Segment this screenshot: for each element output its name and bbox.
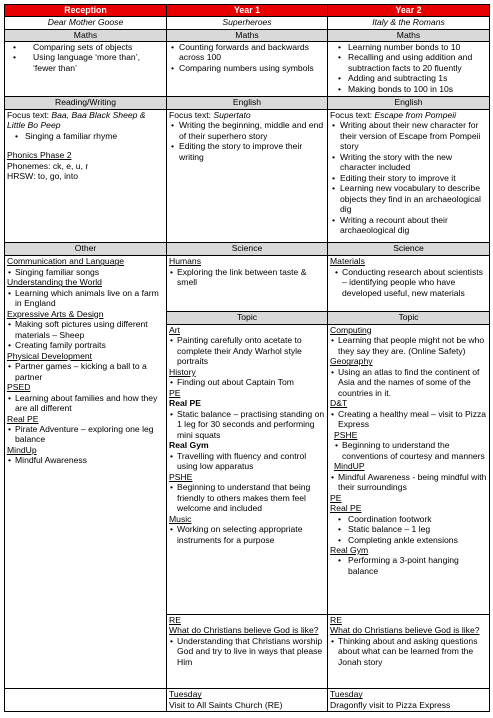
re-title-year2: RE (330, 614, 342, 625)
topic-realpe: Real PE • Static balance – practising standing on 1 leg for 30 seconds and performing mini squats (169, 398, 325, 440)
header-year2: Year 2 (328, 5, 490, 17)
topic-realgym: Real Gym • Travelling with fluency and control using low apparatus (169, 440, 325, 471)
visit-year1 (167, 689, 328, 712)
maths-reception (5, 41, 167, 96)
english-year1-list (169, 120, 325, 162)
list-item: • Partner games – kicking a ball to a partner (7, 361, 164, 382)
header-year1: Year 1 (167, 5, 328, 17)
list-item: • Beginning to understand the conventions of courtesy and manners (330, 440, 487, 461)
list-item: • Comparing sets of objects (7, 42, 164, 52)
visit-day-year1: Tuesday (169, 689, 202, 700)
hrsw: HRSW: to, go, into (7, 171, 79, 182)
phonics-title: Phonics Phase 2 (7, 150, 72, 161)
topic-geography: Geography • Using an atlas to find the continent of Asia and the names of some of the countries in it. (330, 356, 487, 398)
phonemes: Phonemes: ck, e, u, r (7, 160, 89, 171)
list-item: • Learning new vocabulary to describe objects they find in an archaeological dig (330, 183, 487, 214)
list-item: • Making bonds to 100 in 10s (330, 84, 487, 94)
list-item: • Static balance – practising standing on 1 leg for 30 seconds and performing mini squats (169, 409, 325, 440)
list-item: • Completing ankle extensions (330, 535, 487, 545)
list-item: • Learning about families and how they are all different (7, 393, 164, 414)
visit-year2 (328, 689, 490, 712)
list-item: • Editing their story to improve it (330, 173, 487, 183)
focus-text-year2: Focus text: Escape from Pompeii (330, 109, 457, 120)
topic-realgym-y2: Real Gym • Performing a 3-point hanging balance (330, 545, 487, 576)
topic-year1 (167, 324, 328, 614)
list-item: • Creating a healthy meal – visit to Pizza Express (330, 409, 487, 430)
visit-text-year2: Dragonfly visit to Pizza Express (330, 699, 451, 710)
topic-realpe-y2: Real PE • Coordination footwork • Static balance – 1 leg • Completing ankle extensions (330, 503, 487, 545)
english-year1 (167, 109, 328, 242)
english-year2 (328, 109, 490, 242)
topic-art: Art • Painting carefully onto acetate to complete their Andy Warhol style portraits (169, 325, 325, 367)
list-item: • Understanding that Christians worship God and try to live in ways that please Him (169, 636, 325, 667)
list-item: • Coordination footwork (330, 514, 487, 524)
english-reception-list (7, 131, 164, 141)
list-item: • Thinking about and asking questions about what can be learned from the Jonah story (330, 636, 487, 667)
curriculum-table (4, 4, 490, 712)
maths-label-year2: Maths (328, 29, 490, 41)
maths-year1-list (169, 42, 325, 73)
maths-year2-list (330, 42, 487, 94)
list-item: • Adding and subtracting 1s (330, 73, 487, 83)
other-section-arts: Expressive Arts & Design • Making soft pictures using different materials – Sheep • Creating family portraits (7, 309, 164, 351)
curriculum-plan (4, 4, 489, 712)
list-item: • Editing the story to improve their writing (169, 141, 325, 162)
other-section-psed: PSED • Learning about families and how they are all different (7, 382, 164, 413)
list-item: • Static balance – 1 leg (330, 524, 487, 534)
topic-pshe-y2: PSHE • Beginning to understand the conventions of courtesy and manners (330, 430, 487, 461)
science-year2 (328, 256, 490, 311)
other-section-understanding: Understanding the World • Learning which animals live on a farm in England (7, 277, 164, 308)
science-label-year2: Science (328, 242, 490, 255)
list-item: • Counting forwards and backwards across 100 (169, 42, 325, 63)
list-item: • Using an atlas to find the continent of Asia and the names of some of the countries in it. (330, 367, 487, 398)
list-item: • Beginning to understand that being friendly to others makes them feel welcome and included (169, 482, 325, 513)
list-item: • Using language ‘more than’, ‘fewer than’ (7, 52, 164, 73)
list-item: • Making soft pictures using different materials – Sheep (7, 319, 164, 340)
science-year1-title: Humans (169, 256, 201, 267)
topic-computing: Computing • Learning that people might not be who they say they are. (Online Safety) (330, 325, 487, 356)
science-label-year1: Science (167, 242, 328, 255)
list-item: • Mindful Awareness (7, 455, 164, 465)
visit-reception (5, 689, 167, 712)
focus-text-year1: Focus text: Supertato (169, 109, 251, 120)
english-year2-list (330, 120, 487, 235)
header-reception: Reception (5, 5, 167, 17)
list-item: • Painting carefully onto acetate to complete their Andy Warhol style portraits (169, 335, 325, 366)
topic-mindup-y2: MindUP • Mindful Awareness - being mindful with their surroundings (330, 461, 487, 492)
maths-label-reception: Maths (5, 29, 167, 41)
focus-text-reception: Focus text: Baa, Baa Black Sheep & Little Bo Peep (7, 109, 146, 131)
list-item: • Learning number bonds to 10 (330, 42, 487, 52)
visit-text-year1: Visit to All Saints Church (RE) (169, 699, 283, 710)
maths-year2 (328, 41, 490, 96)
maths-year1 (167, 41, 328, 96)
list-item: • Learning that people might not be who they say they are. (Online Safety) (330, 335, 487, 356)
theme-year2: Italy & the Romans (328, 17, 490, 29)
topic-label-year2: Topic (328, 311, 490, 324)
other-reception (5, 256, 167, 689)
list-item: • Writing a recount about their archaeological dig (330, 215, 487, 236)
re-question-year1: What do Christians believe God is like? (169, 625, 319, 636)
visit-day-year2: Tuesday (330, 689, 363, 700)
list-item: • Conducting research about scientists – identifying people who have developed useful, new materials (330, 267, 487, 298)
list-item: • Comparing numbers using symbols (169, 63, 325, 73)
english-reception (5, 109, 167, 242)
maths-label-year1: Maths (167, 29, 328, 41)
re-year1 (167, 614, 328, 689)
science-year2-title: Materials (330, 256, 365, 267)
other-section-mindup: MindUp • Mindful Awareness (7, 445, 164, 466)
topic-pe-y2: PE (330, 492, 342, 503)
list-item: • Pirate Adventure – exploring one leg balance (7, 424, 164, 445)
list-item: • Mindful Awareness - being mindful with their surroundings (330, 472, 487, 493)
re-question-year2: What do Christians believe God is like? (330, 625, 480, 636)
topic-pe: PE (169, 387, 181, 398)
list-item: • Singing a familiar rhyme (7, 131, 164, 141)
science-year1 (167, 256, 328, 311)
other-label: Other (5, 242, 167, 255)
topic-music: Music • Working on selecting appropriate instruments for a purpose (169, 514, 325, 545)
topic-history: History • Finding out about Captain Tom (169, 367, 325, 388)
topic-dt: D&T • Creating a healthy meal – visit to Pizza Express (330, 398, 487, 429)
topic-year2 (328, 324, 490, 614)
re-year2 (328, 614, 490, 689)
other-section-communication: Communication and Language • Singing familiar songs (7, 256, 164, 277)
topic-pshe: PSHE • Beginning to understand that being friendly to others makes them feel welcome and included (169, 472, 325, 514)
list-item: • Writing the beginning, middle and end of their superhero story (169, 120, 325, 141)
maths-reception-list (7, 42, 164, 73)
list-item: • Travelling with fluency and control using low apparatus (169, 451, 325, 472)
list-item: • Performing a 3-point hanging balance (330, 555, 487, 576)
list-item: • Recalling and using addition and subtraction facts to 20 fluently (330, 52, 487, 73)
other-section-physical: Physical Development • Partner games – kicking a ball to a partner (7, 351, 164, 382)
list-item: • Writing the story with the new character included (330, 152, 487, 173)
list-item: • Writing about their new character for their version of Escape from Pompeii story (330, 120, 487, 151)
list-item: • Working on selecting appropriate instruments for a purpose (169, 524, 325, 545)
english-label-year2: English (328, 96, 490, 109)
list-item: • Creating family portraits (7, 340, 164, 350)
theme-year1: Superheroes (167, 17, 328, 29)
other-section-realpe: Real PE • Pirate Adventure – exploring one leg balance (7, 414, 164, 445)
english-label-year1: English (167, 96, 328, 109)
list-item: • Exploring the link between taste & smell (169, 267, 325, 288)
theme-reception: Dear Mother Goose (5, 17, 167, 29)
reading-writing-label: Reading/Writing (5, 96, 167, 109)
topic-label-year1: Topic (167, 311, 328, 324)
list-item: • Learning which animals live on a farm in England (7, 288, 164, 309)
list-item: • Finding out about Captain Tom (169, 377, 325, 387)
list-item: • Singing familiar songs (7, 267, 164, 277)
re-title-year1: RE (169, 614, 181, 625)
